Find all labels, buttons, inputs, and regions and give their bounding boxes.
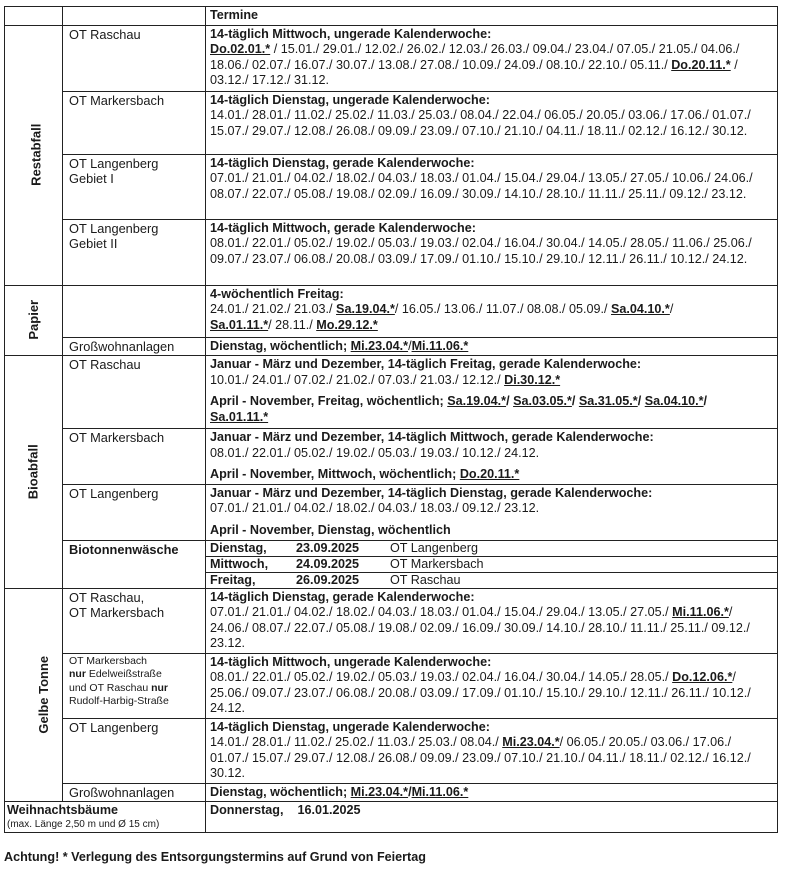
dates-text: Do.02.01.* / 15.01./ 29.01./ 12.02./ 26.02./ 12.03./ 26.03./ 09.04./ 23.04./ 07.05./ 21.05./ 04.06./ 18.06./ 02.07./ 16.07./ 30.07./ 13.08./ 27.08./ 10.09./ 24.09./ 08.10./ 22.10./ 05.11./ Do.20.11.* / 03.12./ 17.12./ 31.12. xyxy=(210,42,740,87)
shifted-date: Di.30.12.* xyxy=(504,372,561,387)
dates-cell xyxy=(206,285,778,337)
category-bioabfall: Bioabfall xyxy=(5,356,63,589)
shifted-date: Do.02.01.* xyxy=(210,42,271,56)
dates-text: 08.01./ 22.01./ 05.02./ 19.02./ 05.03./ 19.03./ 02.04./ 16.04./ 30.04./ 14.05./ 28.05./ 11.06./ 25.06./ 09.07./ 23.07./ 06.08./ 20.08./ 03.09./ 17.09./ 01.10./ 15.10./ 29.10./ 12.11./ 26.11./ 10.12./ 24.12. xyxy=(210,236,752,266)
shifted-date: Sa.19.04.* xyxy=(336,302,395,316)
gelbe-row-3 xyxy=(5,718,778,783)
shifted-date: Mo.29.12.* xyxy=(316,317,378,332)
shifted-date: Mi.23.04.* xyxy=(350,338,409,353)
category-papier: Papier xyxy=(5,285,63,356)
dates-cell xyxy=(206,25,778,91)
shifted-date: Do.12.06.* xyxy=(672,670,733,684)
category-gelbe-tonne: Gelbe Tonne xyxy=(5,588,63,802)
area-label: Biotonnenwäsche xyxy=(63,540,206,588)
dates-text: 07.01./ 21.01./ 04.02./ 18.02./ 04.03./ 18.03./ 01.04./ 15.04./ 29.04./ 13.05./ 27.05./ 10.06./ 24.06./ 08.07./ 22.07./ 05.08./ 19.08./ 02.09./ 16.09./ 30.09./ 14.10./ 28.10./ 11.11./ 25.11./ 09.12./ 23.12. xyxy=(210,171,753,201)
papier-row xyxy=(5,285,778,337)
schedule-heading: 14-täglich Dienstag, gerade Kalenderwoche: xyxy=(210,155,475,170)
dates-cell xyxy=(206,154,778,219)
area-label: OT Raschau xyxy=(63,25,206,91)
shifted-date: Mi.11.06.* xyxy=(411,784,469,799)
bio-wash-row xyxy=(5,540,778,588)
wash-row: Mittwoch, 24.09.2025 OT Markersbach xyxy=(206,557,777,573)
gelbe-row-4 xyxy=(5,783,778,802)
dates-cell: 14-täglich Dienstag, gerade Kalenderwoche: 07.01./ 21.01./ 04.02./ 18.02./ 04.03./ 18.03./ 01.04./ 15.04./ 29.04./ 13.05./ 27.05./ Mi.11.06.*/ 24.06./ 08.07./ 22.07./ 05.08./ 19.08./ 02.09./ 16.09./ 30.09./ 14.10./ 28.10./ 11.11./ 25.11./ 09.12./ 23.12. xyxy=(206,588,778,653)
schedule-heading: 14-täglich Mittwoch, gerade Kalenderwoche: xyxy=(210,220,476,235)
dates-cell: Januar - März und Dezember, 14-täglich Mittwoch, gerade Kalenderwoche: 08.01./ 22.01./ 05.02./ 19.02./ 05.03./ 19.03./ 10.12./ 24.12. April - November, Mittwoch, wöchentlich; Do.20.11.* xyxy=(206,429,778,485)
papier-gross-row xyxy=(5,337,778,356)
area-label: OT Langenberg xyxy=(63,718,206,783)
shifted-date: Mi.11.06.* xyxy=(672,605,729,619)
dates-cell: 14-täglich Mittwoch, ungerade Kalenderwoche: 08.01./ 22.01./ 05.02./ 19.02./ 05.03./ 19.03./ 02.04./ 16.04./ 30.04./ 14.05./ 28.05./ Do.12.06.*/ 25.06./ 09.07./ 23.07./ 06.08./ 20.08./ 03.09./ 17.09./ 01.10./ 15.10./ 29.10./ 12.11./ 26.11./ 10.12./ 24.12. xyxy=(206,653,778,718)
schedule-heading: 4-wöchentlich Freitag: xyxy=(210,286,344,301)
wash-row: Dienstag, 23.09.2025 OT Langenberg xyxy=(206,541,777,557)
dates-cell: Donnerstag, 16.01.2025 xyxy=(206,802,778,833)
schedule-heading: 14-täglich Dienstag, ungerade Kalenderwoche: xyxy=(210,92,490,107)
dates-cell: Dienstag, wöchentlich; Mi.23.04.*/Mi.11.06.* xyxy=(206,783,778,802)
area-label: OT Markersbach xyxy=(63,91,206,154)
weihnacht-label: Weihnachtsbäume (max. Länge 2,50 m und Ø 15 cm) xyxy=(5,802,206,833)
weihnacht-row xyxy=(5,802,778,833)
header-row xyxy=(5,7,778,26)
dates-cell: 14-täglich Dienstag, ungerade Kalenderwoche: 14.01./ 28.01./ 11.02./ 25.02./ 11.03./ 25.03./ 08.04./ Mi.23.04.*/ 06.05./ 20.05./ 03.06./ 17.06./ 01.07./ 15.07./ 29.07./ 12.08./ 26.08./ 09.09./ 23.09./ 07.10./ 21.10./ 04.11./ 18.11./ 02.12./ 16.12./ 30.12. xyxy=(206,718,778,783)
shifted-date: Sa.04.10.* xyxy=(611,302,670,316)
area-label: Großwohnanlagen xyxy=(63,337,206,356)
rest-row-markersbach xyxy=(5,91,778,154)
schedule-heading: 14-täglich Mittwoch, ungerade Kalenderwoche: xyxy=(210,26,492,41)
shifted-date: Mi.23.04.* xyxy=(502,735,560,749)
dates-cell: Januar - März und Dezember, 14-täglich Freitag, gerade Kalenderwoche: 10.01./ 24.01./ 07.02./ 21.02./ 07.03./ 21.03./ 12.12./ Di.30.12.* April - November, Freitag, wöchentlich; Sa.19.04.*/ Sa.03.05.*/ Sa.31.05.*/ Sa.04.10.*/ Sa.01.11.* xyxy=(206,356,778,429)
shifted-date: Do.20.11.* xyxy=(671,57,731,72)
dates-cell xyxy=(206,219,778,285)
rest-row-langenberg-1 xyxy=(5,154,778,219)
rest-row-langenberg-2 xyxy=(5,219,778,285)
bio-row-langenberg xyxy=(5,484,778,540)
area-label: OT Markersbach xyxy=(63,429,206,485)
shifted-date: Do.20.11.* xyxy=(459,467,520,481)
dates-text: 24.01./ 21.02./ 21.03./ Sa.19.04.*/ 16.05./ 13.06./ 11.07./ 08.08./ 05.09./ Sa.04.10.*/ Sa.01.11.*/ 28.11./ Mo.29.12.* xyxy=(210,302,674,332)
area-label: OT Markersbach nur Edelweißstraße und OT Raschau nur Rudolf-Harbig-Straße xyxy=(63,653,206,718)
area-label: OT Langenberg xyxy=(63,484,206,540)
area-label: OT Langenberg Gebiet II xyxy=(63,219,206,285)
area-label: OT Langenberg Gebiet I xyxy=(63,154,206,219)
dates-text: 14.01./ 28.01./ 11.02./ 25.02./ 11.03./ 25.03./ 08.04./ 22.04./ 06.05./ 20.05./ 03.06./ 17.06./ 01.07./ 15.07./ 29.07./ 12.08./ 26.08./ 09.09./ 23.09./ 07.10./ 21.10./ 04.11./ 18.11./ 02.12./ 16.12./ 30.12. xyxy=(210,108,751,138)
gelbe-row-1 xyxy=(5,588,778,653)
area-label: OT Raschau, OT Markersbach xyxy=(63,588,206,653)
rest-row-raschau xyxy=(5,25,778,91)
shifted-date: Mi.11.06.* xyxy=(411,338,469,353)
dates-cell: Dienstag, wöchentlich; Mi.23.04.*/Mi.11.06.* xyxy=(206,337,778,356)
gelbe-row-2 xyxy=(5,653,778,718)
area-label: OT Raschau xyxy=(63,356,206,429)
wash-dates xyxy=(206,540,778,588)
shifted-date: Mi.23.04.* xyxy=(350,784,409,799)
dates-cell xyxy=(206,91,778,154)
schedule-table xyxy=(4,6,778,833)
area-label: Großwohnanlagen xyxy=(63,783,206,802)
shifted-date: Sa.01.11.* xyxy=(210,317,269,332)
bio-row-markersbach xyxy=(5,429,778,485)
dates-cell: Januar - März und Dezember, 14-täglich Dienstag, gerade Kalenderwoche: 07.01./ 21.01./ 04.02./ 18.02./ 04.03./ 18.03./ 09.12./ 23.12. April - November, Dienstag, wöchentlich xyxy=(206,484,778,540)
wash-row: Freitag, 26.09.2025 OT Raschau xyxy=(210,572,461,587)
footnote: Achtung! * Verlegung des Entsorgungstermins auf Grund von Feiertag xyxy=(4,850,426,864)
category-restabfall: Restabfall xyxy=(5,25,63,285)
bio-row-raschau xyxy=(5,356,778,429)
termine-header: Termine xyxy=(206,7,778,26)
